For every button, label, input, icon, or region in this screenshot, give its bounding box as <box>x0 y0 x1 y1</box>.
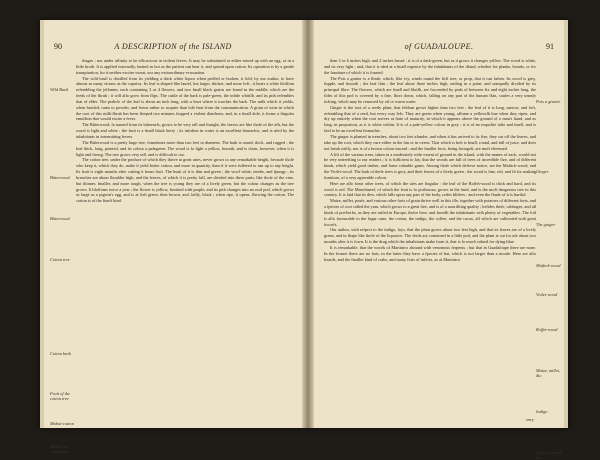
right-page-number: 91 <box>546 42 554 51</box>
left-page-number: 90 <box>54 42 62 51</box>
margin-note: Violet-wood <box>536 292 558 297</box>
margin-note: Pois a gratter <box>536 98 561 104</box>
right-body-text <box>324 58 536 416</box>
margin-note: Fruit of the cotton tree <box>50 391 71 402</box>
paragraph: Ginger is the root of a reedy plant, that feldom grows higher than two feet : the leaf of it is long, narrow, and foft, refembling that of a reed, but every way lefs. They are green when young, affume a yellowifh hue when they ripen, and dry up entirely when the root arrives at ftate of maturity, in which it appears above the ground of a man's hand, and as long, in proportion, as it is white within. It is of a pale-yellow colour in grey ; it is of an exquifite tafte and fmell, and is faid to be an excellent ftomachic. <box>324 104 536 134</box>
margin-note: Cotton bark <box>50 350 72 356</box>
paragraph: A lift of the various trees, taken in a moderately wide extent of ground in the island, with the names of each, would not be very interefting to our readers ; it is fufficient to fay, that the woods are full of trees of incredible fize, and of different kinds, which yield good timber, and fome valuable gums. Among thofe which deferve notice, are the Maftick-wood, and the Violet-wood. The bark of thefe trees is grey, and their leaves of a lively green ; the wood is fine, red, and fit for making furniture, of a very agreeable colour. <box>324 151 536 180</box>
margin-note: Ginger <box>536 169 549 175</box>
paragraph: Here are alfo fome other trees, of which the ufes are fingular : the leaf of the Roffet-wood is thick and hard, and its wood is red. The Manchineel, of which the fruit is fo poifonous, grows in the fand, and is the moft dangerous tree in this country. It is faid that its dew, which falls upon any part of the body, raifes blifters ; and even the fhade of it is hurtful. <box>324 180 536 198</box>
margin-note: Mahot wax with fugar <box>50 444 70 455</box>
left-running-head <box>54 42 292 52</box>
paragraph: Maize, millet, peafe, and various other forts of grain thrive well in this ifle, together with potatoes of different forts, and a fpecies of root called the yam, which grows to a great fize, and is of a nourifhing quality ; befides thefe, cabbages, and all kinds of pot-herbs, as they are raifed in Europe, thrive here, and furnifh the inhabitants with plenty of vegetables. The foil is alfo favourable to the fugar cane, the cotton, the indigo, the coffee, and the cacao, all which are cultivated with great fuccefs. <box>324 198 536 227</box>
book-gutter <box>302 20 314 428</box>
margin-note: Mahot-cotton <box>50 420 74 426</box>
margin-note: Maize, millet, &c. <box>536 368 561 379</box>
catchword: very <box>526 417 534 422</box>
margin-note: Maftick-wood <box>536 262 561 268</box>
paragraph: than 3 or 6 inches high, and 2 inches broad ; it is of a dark-green, but as it grows it changes yellow. The wood is white, and its very light ; and, that it is ufed at a fmall expence by the inhabitants of the ifland, whether for planks, boards, or for the furniture of which it is formed. <box>324 58 536 75</box>
margin-note: Cotton tree <box>50 256 70 262</box>
margin-note: Bitterwood <box>50 175 70 180</box>
paragraph: rhages ; nor under affinity to be efficacious in violent fevers. It may be substituted or either mixed up with an egg, or in a little broth. It is applied externally, heated as hot as the patient can bear it, and spread upon cotton. Its operation is by a gentle transpiration, for it neither excites sweat, nor any extraordinary evacuation. <box>76 58 294 75</box>
margin-note: Indigo <box>536 409 548 414</box>
paragraph: The ginger is planted in trenches, about two feet afunder, and when it has arrived to its fize, they cut off the leaves, and take up the root, which they cure either in the fun or in ovens. That which is beft is fmall, round, and full of juice, and does not break eafily, nor is of a brown colour inward ; and the fmaller forts, being ftrongeft, are moft efteemed. <box>324 133 536 151</box>
right-page-title: of GUADALOUPE. <box>404 42 474 51</box>
margin-note: Roffet-wood <box>536 327 558 333</box>
left-page-title: A DESCRIPTION of the ISLAND <box>114 42 232 51</box>
left-body-text <box>76 58 294 416</box>
open-book <box>40 20 568 460</box>
paragraph: The Bitterwood is a pretty large tree, fometimes more than two feet in diameter. The bark is round, thick, and rugged ; the leaf thick, long, pointed, and its colour a palegreen. The wood is fo light a yellow, fmooth, and is clean, however, when it is light and ftrong. The tree grows very tall, and is difficult to cut. <box>76 139 294 157</box>
right-running-head <box>324 42 554 52</box>
left-page <box>44 20 302 455</box>
paragraph: The Bitterwood, fo named from its bitternefs, grows to be very tall and ftraight, the leaves are like thofe of the afh, but the wood is light and white ; the fruit is a fmall black berry ; its infufion in water is an excellent ftomachic, and is ufed by the inhabitants in intermitting fevers. <box>76 122 294 139</box>
margin-note: Ants, or wood-lice <box>536 449 562 460</box>
margin-note: The ginger <box>536 221 556 227</box>
paragraph: It is remarkable, that the woods of Martinico abound with venomous ferpents ; but that in Guadaloupe there are none. In the former there are no bats, in the latter they have a fpecies of bat, which is not larger than a moufe. Here are alfo lizards, and the fmaller kind of crabs, and many forts of infects, as at Martinico. <box>324 245 536 262</box>
paragraph: Our author, with refpect to the indigo, fays, that the plant grows about two feet high, and that its leaves are of a lively green, and in fhape like thofe of the liquorice. The feeds are contained in a little pod, and the plant is cut for ufe about two months after it is fown. It is the drug which the inhabitants make from it, that is fo much valued for dying blue. <box>324 227 536 245</box>
paragraph: The wild basil is distilled from its yielding a thick white liquor when prefled or broken, it fold, by our author, to have almost as many virtues as the copaiva. Its leaf is shaped like laurel, but larger, thicker, and more foft ; it bears a white bloffom refembling the jeffamin, each containing 3 or 4 flowers, and two fmall black grains are found in the middle, which are the feeds of the fhrub ; it will alfo grow from flips. The cuttle of the bark is pale-green, the inftde whitifh, and its pith refembles that of elder. The pedicle of the leaf is about an inch long, with a knot where it touches the bark. The milk which it yields, when bruifed, turns to powder, and ferms rather to acquire than lofe heat from the communication. A grain of wine in which the root of this milk-fhrub has been fteeped two minutes ftopped a violent diarrhoea, and, in a fmall dofe, it forms a fingular emulfion that would excite a fever. <box>76 75 294 122</box>
margin-note: Bitterwood <box>50 215 70 221</box>
right-page <box>314 20 564 460</box>
margin-note: Wild Basil <box>50 87 69 93</box>
paragraph: The Pois a gratter is a fhrub, which, like ivy, winds round the firft tree, or prop, that it can faften. Its wood is grey, fupple, and fmooth ; the leaf thin ; the leaf about three inches high, ending in a point, and unequally divided by its principal fibre. The flowers, which are fmall and bluifh, are fucceeded by pods of between fix and eight inches long, the fides of this pod is covered by a fine, fhort down, which, falling on any part of the human fkin, caufes a very uneafy itching, which may be removed by oil or warm water. <box>324 75 536 104</box>
paragraph: The cotton tree, under the produce of which they thrive at great rates, never grows to any remarkable height, becaufe thofe who keep it, which they do, make it yield better cotton, and more in quantity, than if it were fuffered to run up to any height. Its fruit is eight months after cutting it bears fruit. The husk of it is thin and green ; the wool white, tender, and fpungy ; its branches are about fhoulder high, and the leaves, of which it is pretty full, are divided into three parts, like thofe of the vine, but thinner, fmaller, and more tough, when the tree is young they are of a lively green, but the colour changes as the tree grows. It bloffoms twice a year ; the flower is yellow, ftreaked with purple, and its pith changes into an oval pod, which grows as large as a pigeon's egg, and is at firft green, then brown, and, laftly, black ; when ripe, it opens, fhewing the cotton. The cotton is of the fineft kind. <box>76 157 294 204</box>
